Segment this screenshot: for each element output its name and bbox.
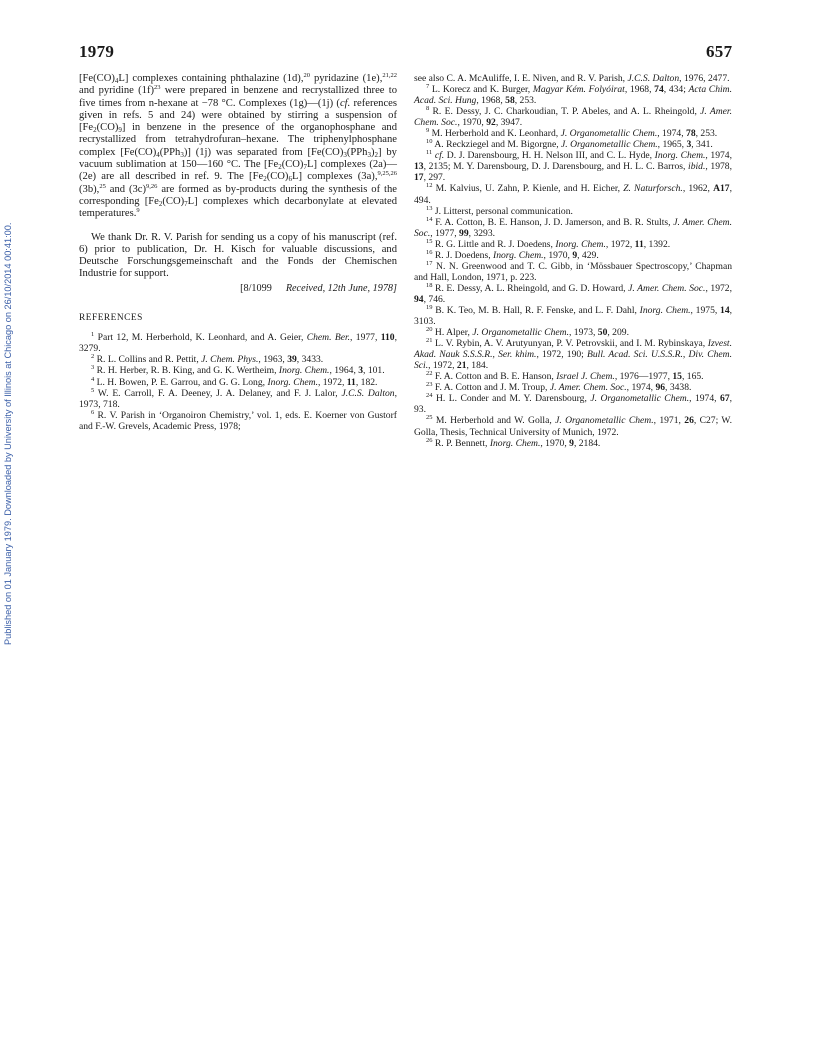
reference-item: see also C. A. McAuliffe, I. E. Niven, and R. V. Parish, J.C.S. Dalton, 1976, 2477.: [414, 73, 730, 84]
reference-item: $^{21}$ L. V. Rybin, A. V. Arutyunyan, P. V. Petrovskii, and I. M. Rybinskaya, Izvest. Akad. Nauk S.S.S.R., Ser. khim., 1972, 190; Bull. Acad. Sci. U.S.S.R., Div. Chem. Sci., 1972, 21, 184.: [414, 337, 732, 372]
reference-item: $^{14}$ F. A. Cotton, B. E. Hanson, J. D. Jamerson, and B. R. Stults, J. Amer. Chem. Soc., 1977, 99, 3293.: [414, 215, 732, 239]
reference-item: $^{15}$ R. G. Little and R. J. Doedens, Inorg. Chem., 1972, 11, 1392.: [426, 237, 671, 250]
references-heading: REFERENCES: [79, 313, 143, 324]
reference-item: $^9$ M. Herberhold and K. Leonhard, J. Organometallic Chem., 1974, 78, 253.: [426, 127, 718, 140]
header-page-number: 657: [706, 42, 733, 61]
body-paragraph: $[Fe(CO)_4L]$ complexes containing phthalazine (1d),$^{20}$ pyridazine (1e),$^{21,22}$ and pyridine $(1f)^{23}$ were prepared in benzene and recrystallized three to five times from n-hexane at −78 °C. Complexes (1g)—(1j) (cf. references given in refs. 5 and 24) were obtained by stirring a suspension of $[Fe_2(CO)_9]$ in benzene in the presence of the organophosphane and recrystallized from tetrahydrofuran–hexane. The triphenylphosphane complex $[Fe(CO)_4(PPh_3)]$ (1j) was separated from $[Fe(CO)_3(PPh_3)_2]$ by vacuum sublimation at 150—160 °C. The $[Fe_2(CO)_7L]$ complexes (2a)—(2e) are all described in ref. 9. The $[Fe_2(CO)_6L]$ complexes (3a),$^{9,25,26}$ (3b),$^{25}$ and $(3c)^{9,26}$ are formed as by-products during the synthesis of the corresponding $[Fe_2(CO)_7L]$ complexes which decarbonylate at elevated temperatures.$^9$: [79, 72, 398, 220]
left-column: [79, 73, 397, 432]
reference-item: $^7$ L. Korecz and K. Burger, Magyar Kém. Folyóirat, 1968, 74, 434; Acta Chim. Acad. Sci. Hung, 1968, 58, 253.: [414, 83, 732, 107]
reference-item: $^{20}$ H. Alper, J. Organometallic Chem., 1973, 50, 209.: [426, 326, 629, 339]
reference-item: $^5$ W. E. Carroll, F. A. Deeney, J. A. Delaney, and F. J. Lalor, J.C.S. Dalton, 1973, 718.: [79, 386, 397, 410]
reference-item: $^{19}$ B. K. Teo, M. B. Hall, R. F. Fenske, and L. F. Dahl, Inorg. Chem., 1975, 14, 3103.: [414, 303, 733, 328]
acknowledgement-paragraph: We thank Dr. R. V. Parish for sending us a copy of his manuscript (ref. 6) prior to publication, Dr. H. Kisch for valuable discussions, and Deutsche Forschungsgemeinschaft and the Fonds der Chemischen Industrie for support.: [79, 231, 397, 280]
reference-item: $^{13}$ J. Litterst, personal communication.: [426, 204, 573, 217]
reference-item: $^{16}$ R. J. Doedens, Inorg. Chem., 1970, 9, 429.: [426, 248, 599, 261]
right-column: [414, 73, 732, 449]
reference-item: $^2$ R. L. Collins and R. Pettit, J. Chem. Phys., 1963, 39, 3433.: [91, 353, 324, 366]
reference-item: $^{10}$ A. Reckziegel and M. Bigorgne, J. Organometallic Chem., 1965, 3, 341.: [426, 138, 713, 151]
watermark-text: Published on 01 January 1979. Downloaded by University of Illinois at Chicago on 26/10/2014 00:41:00.: [3, 222, 13, 645]
download-watermark: [2, 165, 14, 645]
received-line: [79, 283, 397, 295]
received-date: Received, 12th June, 1978]: [285, 282, 397, 294]
reference-item: $^8$ R. E. Dessy, J. C. Charkoudian, T. P. Abeles, and A. L. Rheingold, J. Amer. Chem. Soc., 1970, 92, 3947.: [414, 105, 732, 129]
reference-item: $^1$ Part 12, M. Herberhold, K. Leonhard, and A. Geier, Chem. Ber., 1977, 110, 3279.: [79, 331, 398, 355]
reference-item: $^4$ L. H. Bowen, P. E. Garrou, and G. G. Long, Inorg. Chem., 1972, 11, 182.: [91, 375, 378, 388]
reference-item: $^{17}$ N. N. Greenwood and T. C. Gibb, in ‘Mössbauer Spectroscopy,’ Chapman and Hall, London, 1971, p. 223.: [414, 259, 732, 283]
reference-item: $^{11}$ cf. D. J. Darensbourg, H. H. Nelson III, and C. L. Hyde, Inorg. Chem., 1974, 13, 2135; M. Y. Darensbourg, D. J. Darensbourg, and H. L. C. Barros, ibid., 1978, 17, 297.: [414, 149, 732, 184]
reference-item: $^{24}$ H. L. Conder and M. Y. Darensbourg, J. Organometallic Chem., 1974, 67, 93.: [414, 392, 733, 416]
header-year: 1979: [79, 42, 115, 61]
reference-item: $^3$ R. H. Herber, R. B. King, and G. K. Wertheim, Inorg. Chem., 1964, 3, 101.: [91, 364, 385, 377]
received-code: [8/1099: [240, 282, 272, 294]
reference-item: $^{22}$ F. A. Cotton and B. E. Hanson, Israel J. Chem., 1976—1977, 15, 165.: [426, 370, 704, 383]
reference-item: $^{25}$ M. Herberhold and W. Golla, J. Organometallic Chem., 1971, 26, C27; W. Golla, Thesis, Technical University of Munich, 1972.: [414, 414, 732, 438]
reference-item: $^{26}$ R. P. Bennett, Inorg. Chem., 1970, 9, 2184.: [426, 436, 601, 449]
reference-item: $^{23}$ F. A. Cotton and J. M. Troup, J. Amer. Chem. Soc., 1974, 96, 3438.: [426, 381, 692, 394]
reference-item: $^6$ R. V. Parish in ‘Organoiron Chemistry,’ vol. 1, eds. E. Koerner von Gustorf and F.-W. Grevels, Academic Press, 1978;: [79, 408, 397, 432]
reference-item: $^{12}$ M. Kalvius, U. Zahn, P. Kienle, and H. Eicher, Z. Naturforsch., 1962, A17, 494.: [414, 182, 732, 206]
reference-item: $^{18}$ R. E. Dessy, A. L. Rheingold, and G. D. Howard, J. Amer. Chem. Soc., 1972, 94, 746.: [414, 281, 732, 305]
